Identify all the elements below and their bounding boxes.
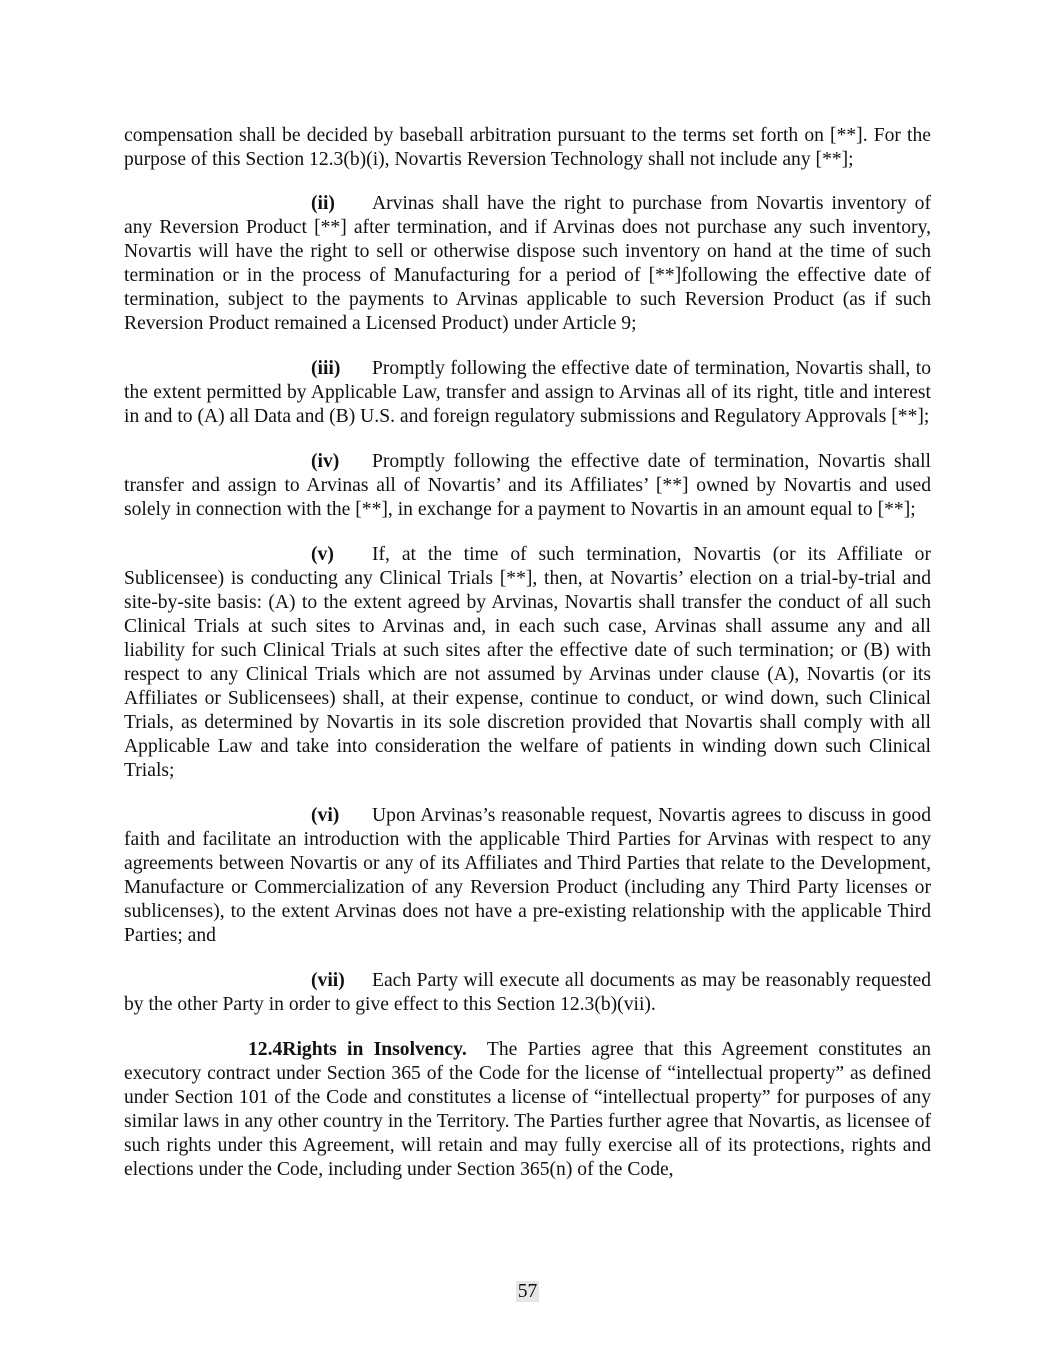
clause-number: (v) (311, 544, 334, 565)
clause-number: (vi) (311, 805, 340, 826)
clause-text: Promptly following the effective date of termination, Novartis shall, to the extent permitted by Applicable Law, transfer and assign to Arvinas all of its right, title and interest in and to (A) all Data and (B) U.S. and foreign regulatory submissions and Regulatory Approvals [**]; (124, 358, 931, 427)
section-title: Rights in Insolvency. (282, 1039, 467, 1060)
clause-vii (124, 969, 931, 1017)
clause-number: (ii) (311, 193, 335, 214)
clause-text: Arvinas shall have the right to purchase from Novartis inventory of any Reversion Product [**] after termination, and if Arvinas does not purchase any such inventory, Novartis will have the right to sell or otherwise dispose such inventory on hand at the time of such termination or in the process of Manufacturing for a period of [**]following the effective date of termination, subject to the payments to Arvinas applicable to such Reversion Product (as if such Reversion Product remained a Licensed Product) under Article 9; (124, 193, 931, 334)
clause-number: (vii) (311, 970, 345, 991)
clause-ii (124, 192, 931, 336)
clause-text: Promptly following the effective date of termination, Novartis shall transfer and assign to Arvinas all of Novartis’ and its Affiliates’ [**] owned by Novartis and used solely in connection with the [**], in exchange for a payment to Novartis in an amount equal to [**]; (124, 451, 931, 520)
section-text: The Parties agree that this Agreement constitutes an executory contract under Section 365 of the Code for the license of “intellectual property” as defined under Section 101 of the Code and constitutes a license of “intellectual property” for purposes of any similar laws in any other country in the Territory. The Parties further agree that Novartis, as licensee of such rights under this Agreement, will retain and may fully exercise all of its protections, rights and elections under the Code, including under Section 365(n) of the Code, (124, 1039, 931, 1180)
page-number-label: 57 (517, 1281, 538, 1302)
clause-number: (iii) (311, 358, 341, 379)
section-12-4 (124, 1038, 931, 1182)
page-number (0, 1280, 1055, 1304)
paragraph-text: compensation shall be decided by baseball arbitration pursuant to the terms set forth on [**]. For the purpose of this Section 12.3(b)(i), Novartis Reversion Technology shall not include any [**]; (124, 125, 931, 170)
clause-iii (124, 357, 931, 429)
clause-iv (124, 450, 931, 522)
clause-v (124, 543, 931, 783)
paragraph-continuation (124, 124, 931, 172)
clause-text: Upon Arvinas’s reasonable request, Novartis agrees to discuss in good faith and facilitate an introduction with the applicable Third Parties for Arvinas with respect to any agreements between Novartis or any of its Affiliates and Third Parties that relate to the Development, Manufacture or Commercialization of any Reversion Product (including any Third Party licenses or sublicenses), to the extent Arvinas does not have a pre-existing relationship with the applicable Third Parties; and (124, 805, 931, 946)
document-page (124, 124, 931, 1202)
section-number: 12.4 (248, 1039, 283, 1060)
clause-text: Each Party will execute all documents as may be reasonably requested by the other Party in order to give effect to this Section 12.3(b)(vii). (124, 970, 931, 1015)
clause-vi (124, 804, 931, 948)
clause-number: (iv) (311, 451, 340, 472)
clause-text: If, at the time of such termination, Novartis (or its Affiliate or Sublicensee) is conducting any Clinical Trials [**], then, at Novartis’ election on a trial-by-trial and site-by-site basis: (A) to the extent agreed by Arvinas, Novartis shall transfer the conduct of all such Clinical Trials at such sites to Arvinas and, in each such case, Arvinas shall assume any and all liability for such Clinical Trials at such sites after the effective date of such termination; or (B) with respect to any Clinical Trials which are not assumed by Arvinas under clause (A), Novartis (or its Affiliates or Sublicensees) shall, at their expense, continue to conduct, or wind down, such Clinical Trials, as determined by Novartis in its sole discretion provided that Novartis shall comply with all Applicable Law and take into consideration the welfare of patients in winding down such Clinical Trials; (124, 544, 931, 781)
